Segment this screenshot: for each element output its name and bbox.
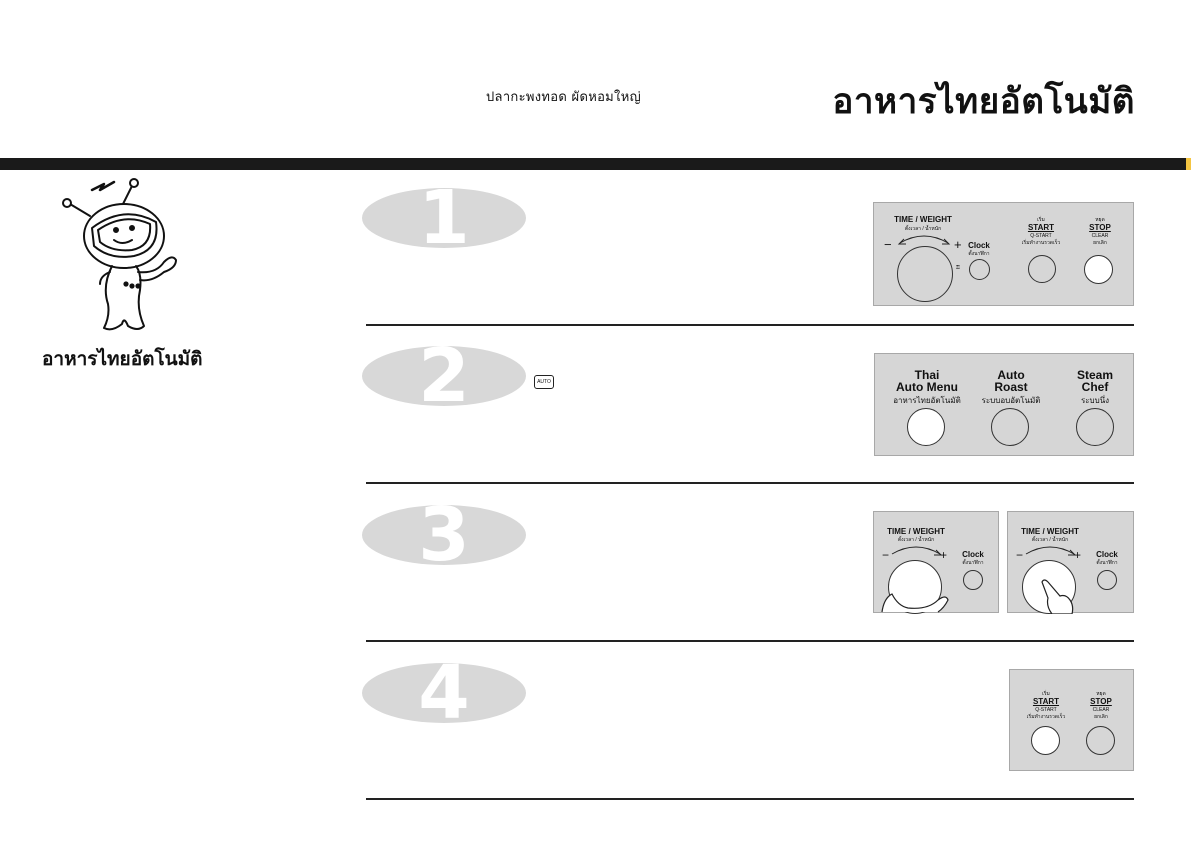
recipe-subtitle: ปลากะพงทอด ผัดหอมใหญ่ (486, 90, 641, 105)
rotate-arrow-icon (886, 540, 946, 556)
auto-roast-label-2: Roast (994, 380, 1028, 394)
clock-label: Clock (968, 241, 990, 250)
stop-sub2: ยกเลิก (1093, 240, 1107, 246)
step-divider (366, 798, 1134, 800)
plus-sign: + (940, 548, 948, 562)
stop-button[interactable] (1086, 726, 1115, 755)
control-panel-step2 (874, 353, 1134, 456)
clock-label: Clock (962, 550, 984, 559)
finger-press-icon (1038, 576, 1078, 614)
plus-sign: + (954, 237, 962, 252)
rotate-arrow-icon (1020, 540, 1080, 556)
start-top: เริ่ม (1042, 691, 1050, 697)
thai-auto-sub: อาหารไทยอัตโนมัติ (893, 396, 961, 405)
step-divider (366, 482, 1134, 484)
dial-title: TIME / WEIGHT (894, 215, 952, 224)
stop-button[interactable] (1084, 255, 1113, 284)
start-button[interactable] (1031, 726, 1060, 755)
step-number-3: 3 (362, 505, 526, 565)
header-bar (0, 158, 1191, 170)
clock-subtitle: ตั้งนาฬิกา (1096, 560, 1118, 566)
dial-subtitle: ตั้งเวลา / น้ำหนัก (904, 226, 942, 232)
time-weight-dial[interactable] (897, 246, 953, 302)
steam-chef-button[interactable] (1076, 408, 1114, 446)
dial-subtitle: ตั้งเวลา / น้ำหนัก (1031, 537, 1069, 543)
stop-label: STOP (1089, 223, 1111, 232)
rotate-arrow-icon (894, 229, 954, 245)
clock-button[interactable] (963, 570, 983, 590)
hand-rotate-icon (878, 578, 956, 614)
mascot-illustration (52, 176, 186, 336)
start-sub: Q-START (1030, 233, 1052, 239)
auto-roast-label: Auto (997, 368, 1025, 382)
section-label: อาหารไทยอัตโนมัติ (42, 348, 203, 370)
clock-subtitle: ตั้งนาฬิกา (968, 251, 990, 257)
start-sub2: เริ่มทำงานรวดเร็ว (1021, 240, 1061, 246)
control-panel-step3-rotate (873, 511, 999, 613)
clock-button[interactable] (969, 259, 990, 280)
dial-title: TIME / WEIGHT (1021, 527, 1079, 536)
start-button[interactable] (1028, 255, 1056, 283)
steam-chef-label: Steam (1076, 368, 1114, 382)
stop-sub2: ยกเลิก (1094, 714, 1108, 720)
control-panel-step1 (873, 202, 1134, 306)
thai-auto-label: Thai (914, 368, 940, 382)
stop-label: STOP (1090, 697, 1112, 706)
auto-roast-button[interactable] (991, 408, 1029, 446)
minus-sign: − (882, 548, 890, 562)
start-sub2: เริ่มทำงานรวดเร็ว (1026, 714, 1066, 720)
dial-subtitle: ตั้งเวลา / น้ำหนัก (897, 537, 935, 543)
clock-subtitle: ตั้งนาฬิกา (962, 560, 984, 566)
start-label: START (1027, 223, 1055, 232)
page-title: อาหารไทยอัตโนมัติ (832, 82, 1135, 122)
steam-chef-sub: ระบบนึ่ง (1080, 396, 1110, 405)
thai-auto-menu-button[interactable] (907, 408, 945, 446)
stop-top: หยุด (1095, 217, 1105, 223)
stop-top: หยุด (1096, 691, 1106, 697)
plus-sign: + (1074, 548, 1082, 562)
step-divider (366, 640, 1134, 642)
step-number-1: 1 (362, 188, 526, 248)
thai-auto-label-2: Auto Menu (896, 380, 958, 394)
control-panel-step4 (1009, 669, 1134, 771)
dial-title: TIME / WEIGHT (887, 527, 945, 536)
minus-sign: − (884, 237, 892, 252)
stop-sub: CLEAR (1092, 707, 1110, 713)
start-sub: Q-START (1035, 707, 1057, 713)
header-accent-tick (1186, 158, 1191, 170)
start-top: เริ่ม (1037, 217, 1045, 223)
steam-chef-label-2: Chef (1081, 380, 1109, 394)
start-label: START (1032, 697, 1060, 706)
clock-label: Clock (1096, 550, 1118, 559)
minus-sign: − (1016, 548, 1024, 562)
clock-button[interactable] (1097, 570, 1117, 590)
control-panel-step3-press (1007, 511, 1134, 613)
step-divider (366, 324, 1134, 326)
auto-roast-sub: ระบบอบอัตโนมัติ (981, 396, 1041, 405)
stop-sub: CLEAR (1091, 233, 1109, 239)
step-number-2: 2 (362, 346, 526, 406)
lock-icon: ⚿ (956, 265, 960, 271)
step-number-4: 4 (362, 663, 526, 723)
auto-menu-icon: AUTO (534, 375, 554, 389)
